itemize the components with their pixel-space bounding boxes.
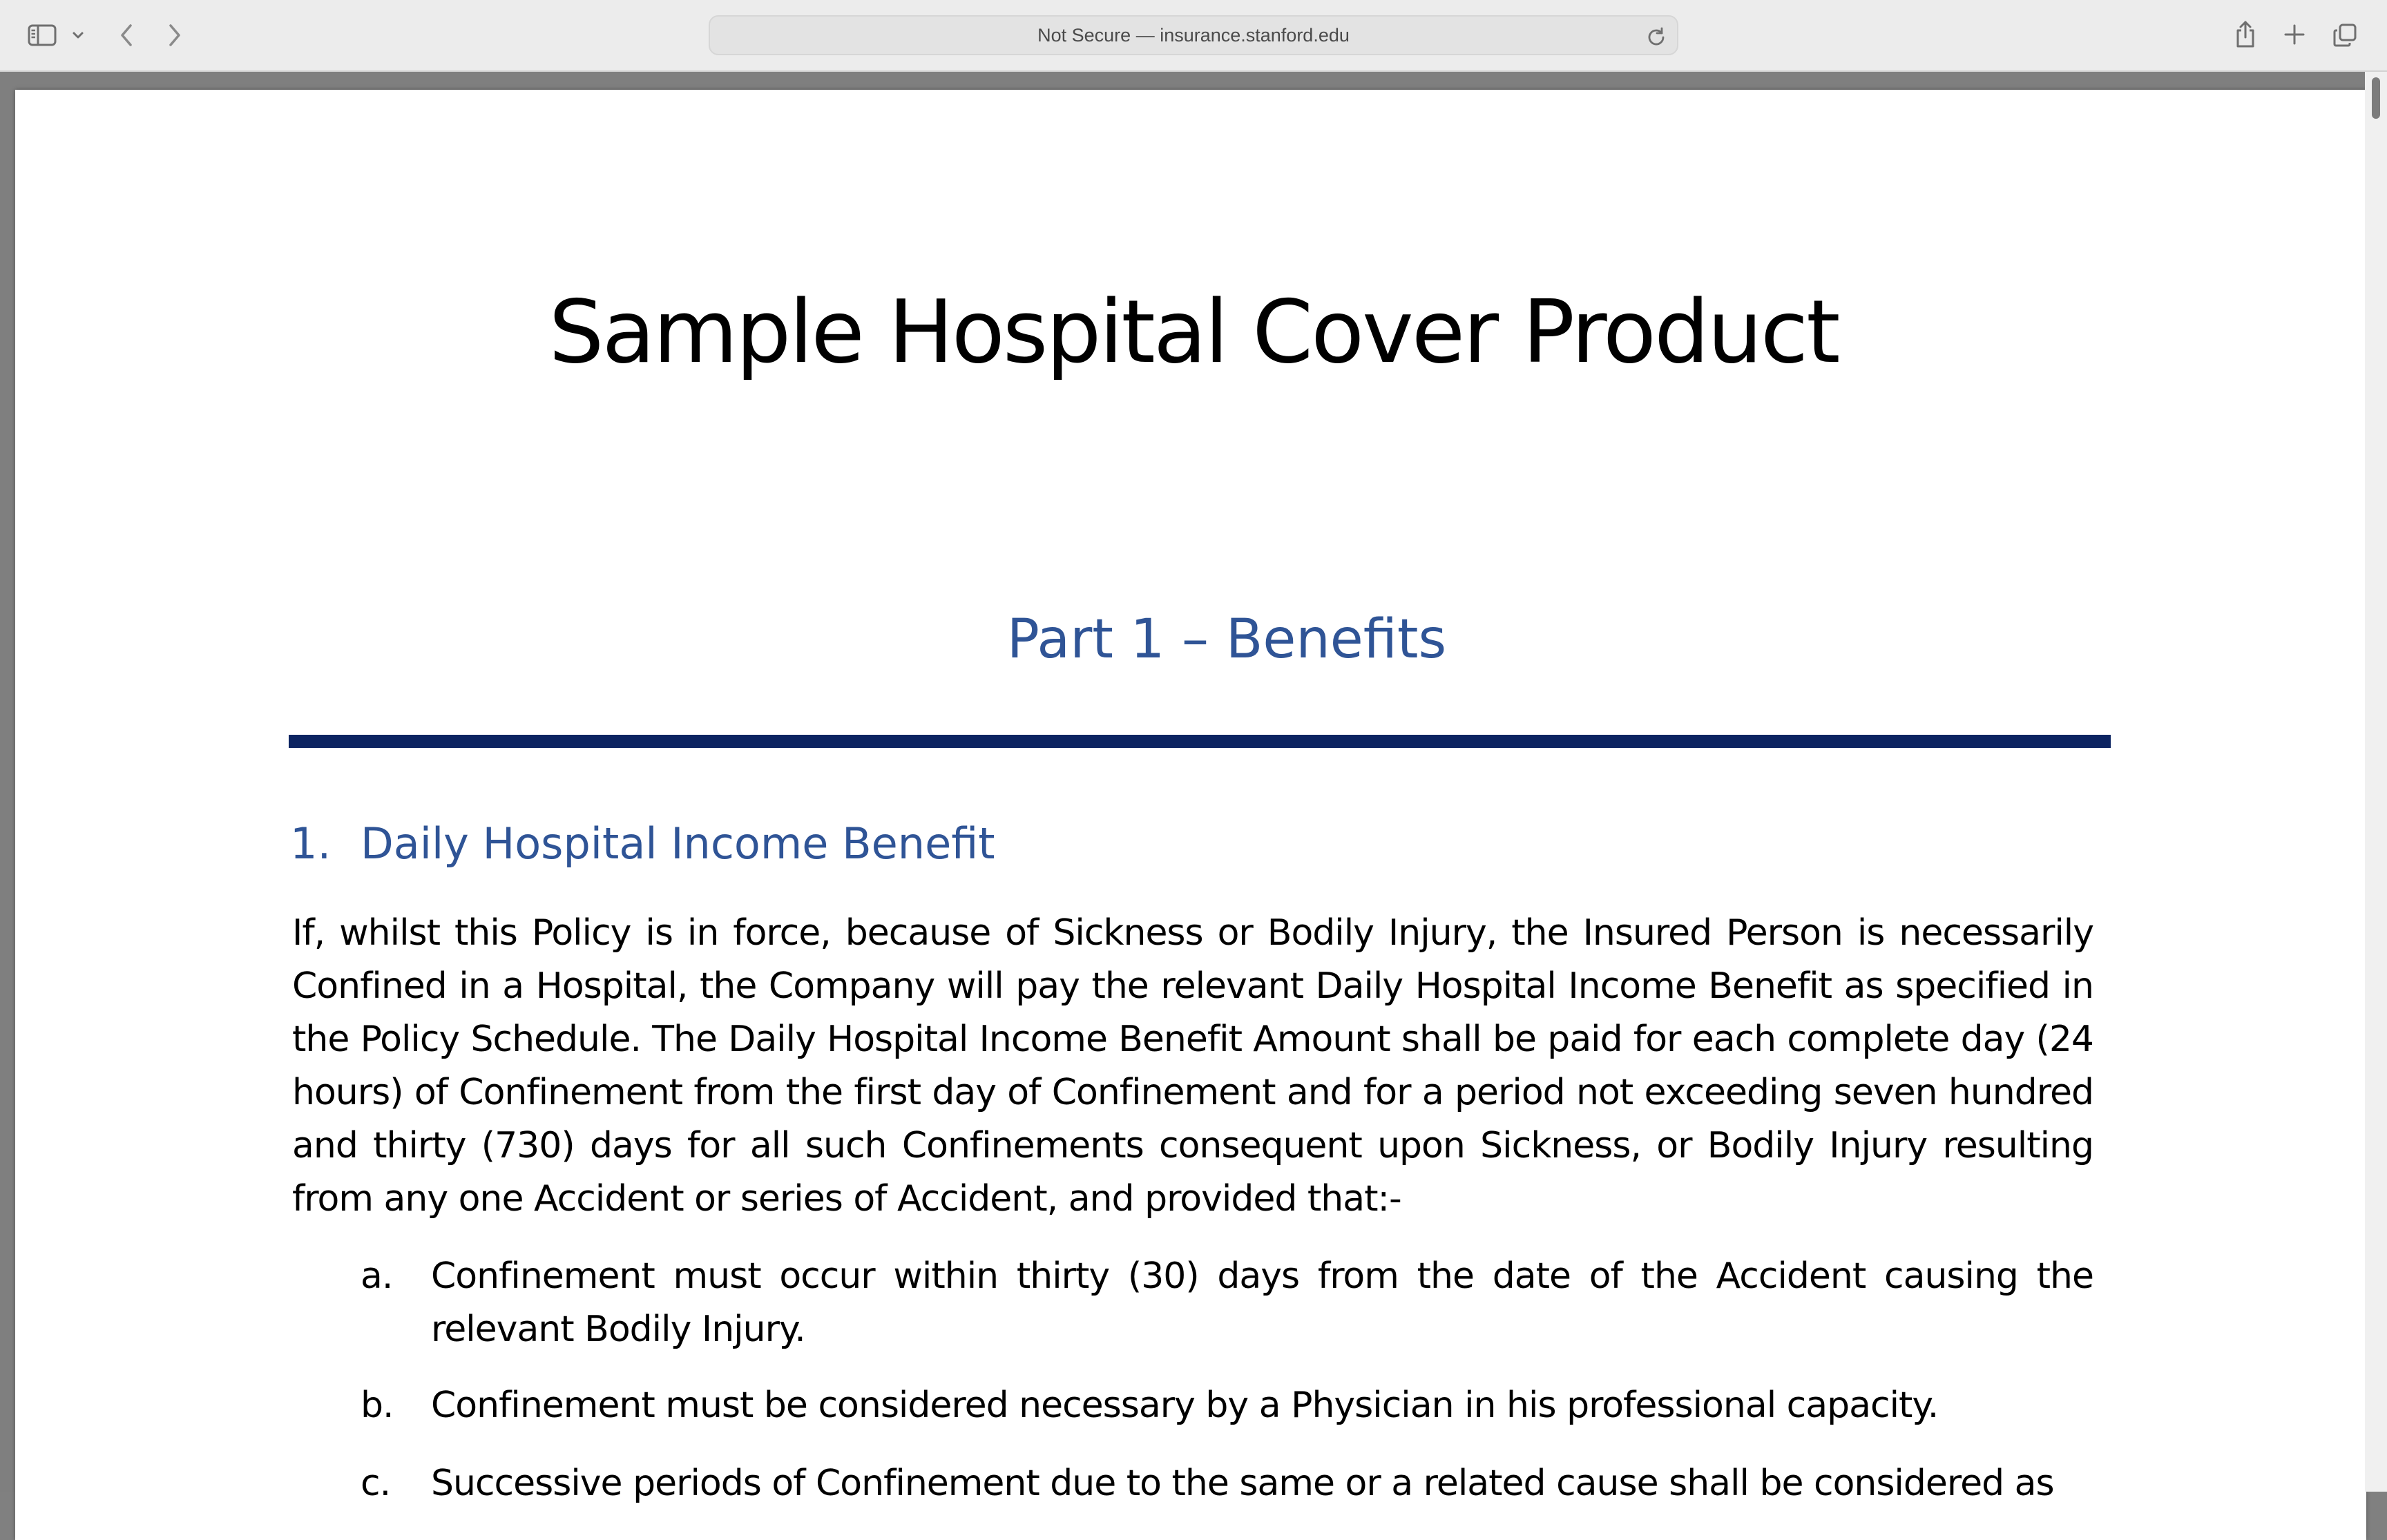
list-item (361, 1457, 2093, 1510)
address-bar[interactable] (709, 15, 1678, 55)
address-text: Not Secure — insurance.stanford.edu (1037, 24, 1350, 46)
list-item (361, 1379, 2093, 1432)
list-marker: a. (361, 1255, 393, 1297)
list-item-text: Confinement must be considered necessary by a Physician in his professional capacity. (431, 1385, 1939, 1426)
document-title: Sample Hospital Cover Product (548, 281, 1839, 383)
heading-divider (289, 735, 2111, 748)
sidebar-icon[interactable] (25, 21, 59, 50)
share-icon[interactable] (2231, 17, 2260, 52)
browser-toolbar (0, 0, 2387, 72)
list-item-text: Confinement must occur within thirty (30) days from the date of the Accident causing the relevant Bodily Injury. (431, 1255, 2093, 1350)
chevron-left-icon[interactable] (115, 19, 138, 51)
list-item (361, 1250, 2093, 1356)
section-title: Daily Hospital Income Benefit (361, 818, 995, 869)
reload-icon[interactable] (1645, 25, 1667, 47)
body-paragraph: If, whilst this Policy is in force, because of Sickness or Bodily Injury, the Insured Person is necessarily Confined in a Hospital, the Company will pay the relevant Daily Hospital Income Benefit as specified in the Policy Schedule. The Daily Hospital Income Benefit Amount shall be paid for each complete day (24 hours) of Confinement from the first day of Confinement and for a period not exceeding seven hundred and thirty (730) days for all such Confinements consequent upon Sickness, or Bodily Injury resulting from any one Accident or series of Accident, and provided that:- (292, 912, 2093, 1220)
list-item-text: Successive periods of Confinement due to the same or a related cause shall be considered as (431, 1463, 2054, 1504)
section-heading (290, 818, 995, 869)
tabs-icon[interactable] (2330, 21, 2359, 50)
list-marker: c. (361, 1463, 391, 1504)
plus-icon[interactable] (2281, 21, 2308, 48)
section-number: 1. (290, 818, 332, 869)
scrollbar-thumb[interactable] (2372, 77, 2380, 119)
chevron-right-icon[interactable] (163, 19, 186, 51)
part-heading: Part 1 – Benefits (1006, 608, 1447, 671)
list-marker: b. (361, 1385, 394, 1426)
chevron-down-icon[interactable] (69, 26, 87, 44)
